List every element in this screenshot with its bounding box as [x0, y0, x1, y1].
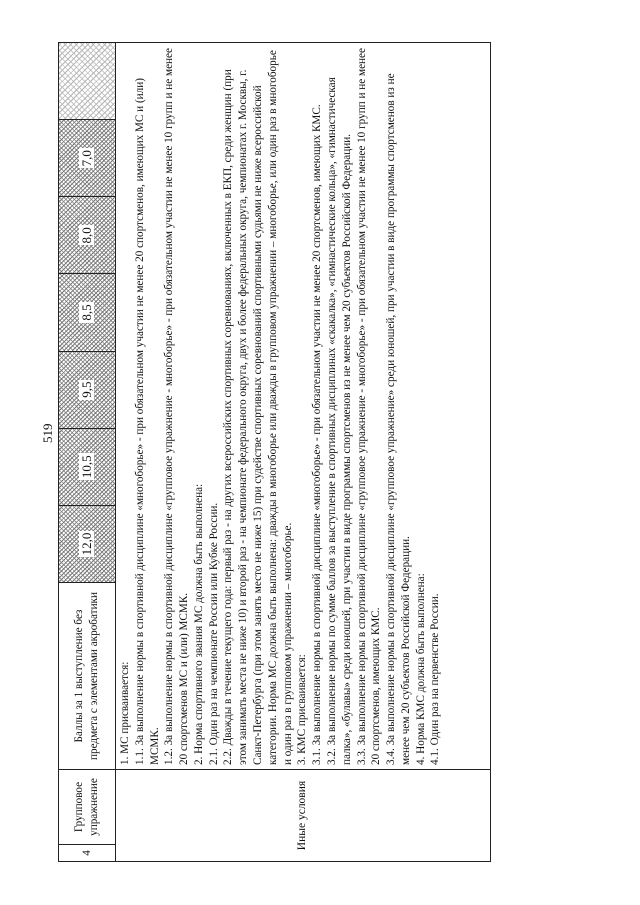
score-cell: 8,5 [59, 274, 116, 351]
condition-line: 3.3. За выполнение нормы в спортивной дисциплине «групповое упражнение - многоборье» - при обязательном участии не менее 10 групп и не менее 20 спортсменов, имеющих КМС. [355, 48, 383, 765]
condition-line: 3.1. За выполнение нормы в спортивной дисциплине «многоборье» - при обязательном участии не менее 20 спортсменов, имеющих КМС. [311, 104, 324, 765]
condition-line: 2. Норма спортивного звания МС должна быть выполнена: [192, 483, 205, 765]
score-cell: 7,0 [59, 120, 116, 197]
score-cell: 12,0 [59, 505, 116, 582]
condition-line: 1.1. За выполнение нормы в спортивной дисциплине «многоборье» - при обязательном участии не менее 20 спортсменов, имеющих МС и (или) МСМК. [133, 78, 161, 765]
rotated-table-wrapper [58, 42, 491, 862]
condition-line: 1.2. За выполнение нормы в спортивной дисциплине «групповое упражнение - многоборье» - при обязательном участии не менее 10 групп и не менее 20 спортсменов МС и (или) МСМК. [163, 48, 191, 765]
group-exercise-label: Групповое упражнение [59, 770, 116, 845]
condition-line: 3.2. За выполнение нормы по сумме баллов за выступление в спортивных дисциплинах «скакалка», «гимнастические кольца», «гимнастическая палка», «булавы» среди юношей, при участии в виде программы спортсменов из не менее чем 20 субъектов Российской Федерации. [325, 77, 353, 765]
score-description: Баллы за 1 выступление без предмета с элементами акробатики [59, 583, 116, 770]
condition-line: 3. КМС присваивается: [296, 654, 309, 765]
page-number: 519 [40, 423, 55, 443]
condition-line: 1. МС присваивается: [119, 661, 131, 765]
header-row [59, 43, 116, 862]
other-conditions-label: Иные условия [116, 770, 491, 862]
condition-line: 4.1. Один раз на первенстве России. [429, 593, 442, 765]
conditions-row [116, 43, 491, 862]
condition-line: 4. Норма КМС должна быть выполнена: [414, 573, 427, 765]
norms-table [58, 42, 491, 862]
row-number: 4 [59, 845, 116, 862]
score-cell: 8,0 [59, 197, 116, 274]
empty-hatched-cell [59, 43, 116, 120]
score-cell: 9,5 [59, 351, 116, 428]
conditions-text [116, 43, 491, 770]
condition-line: 3.4. За выполнение нормы в спортивной дисциплине «групповое упражнение» среди юношей, при участии в виде программы спортсменов из не менее чем 20 субъектов Российской Федерации. [385, 73, 412, 765]
score-cell: 10,5 [59, 428, 116, 505]
condition-line: 2.1. Один раз на чемпионате России или Кубке России. [207, 502, 220, 765]
condition-line: 2.2. Дважды в течение текущего года: первый раз - на других всероссийских спортивных соревнованиях, включенных в ЕКП, среди женщин (при этом занимать места не ниже 10) и второй раз - на чемпионате федерального округа, двух и более федеральных округа, чемпионатах г. Москвы, г. Санкт-Петербурга (при этом занять место не ниже 15) при судействе спортивных соревнований спортивными судьями не ниже всероссийской категории. Норма МС должна быть выполнена: дважды в многоборье или дважды в групповом упражнении – многоборье, или один раз в многоборье и один раз в групповом упражнении – многоборье. [222, 50, 294, 765]
